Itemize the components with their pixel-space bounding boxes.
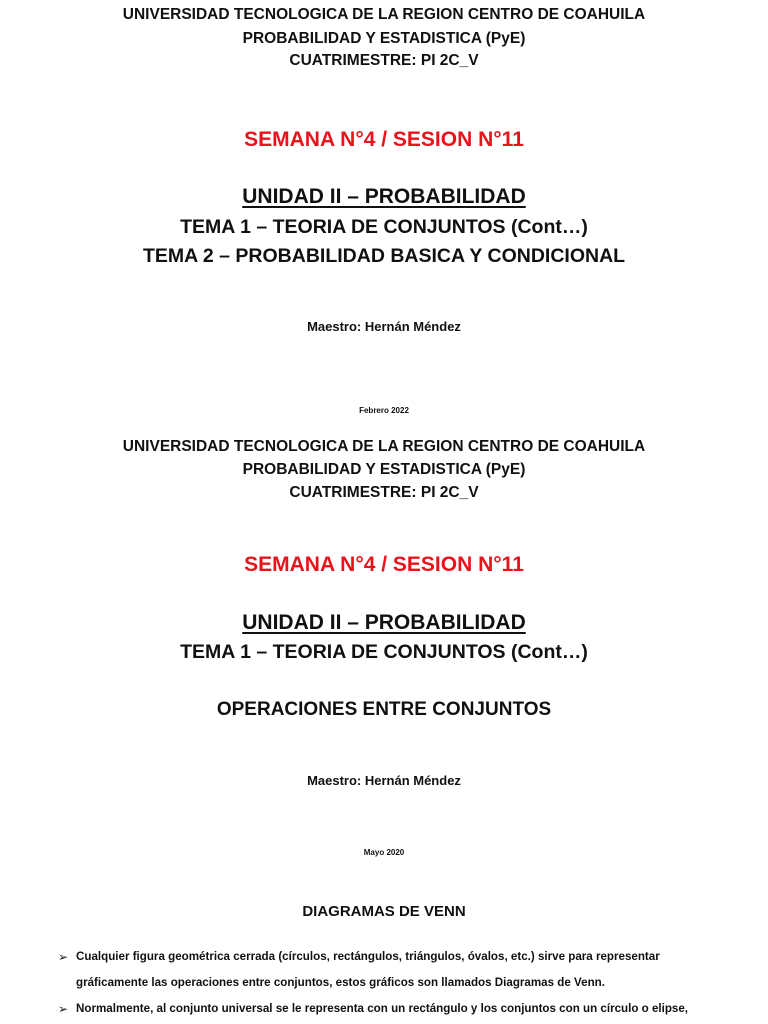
topic-1: TEMA 1 – TEORIA DE CONJUNTOS (Cont…) — [180, 641, 588, 663]
course-name: PROBABILIDAD Y ESTADISTICA (PyE) — [242, 30, 526, 47]
venn-title: DIAGRAMAS DE VENN — [302, 903, 466, 920]
teacher-name: Maestro: Hernán Méndez — [307, 773, 461, 788]
week-session-title: SEMANA N°4 / SESION N°11 — [244, 128, 524, 151]
section-title: OPERACIONES ENTRE CONJUNTOS — [216, 699, 552, 720]
bullet-line: gráficamente las operaciones entre conjuntos, estos gráficos son llamados Diagramas de Venn. — [76, 976, 605, 989]
university-name: UNIVERSIDAD TECNOLOGICA DE LA REGION CENTRO DE COAHUILA — [122, 438, 646, 455]
topic-1: TEMA 1 – TEORIA DE CONJUNTOS (Cont…) — [180, 216, 588, 238]
bullet-item — [58, 996, 748, 1022]
bullet-line: Cualquier figura geométrica cerrada (círculos, rectángulos, triángulos, óvalos, etc.) sirve para representar — [76, 950, 660, 963]
bullet-line: Normalmente, al conjunto universal se le representa con un rectángulo y los conjuntos con un círculo o elipse, — [76, 1002, 689, 1015]
topic-2: TEMA 2 – PROBABILIDAD BASICA Y CONDICIONAL — [142, 245, 626, 267]
university-name: UNIVERSIDAD TECNOLOGICA DE LA REGION CENTRO DE COAHUILA — [122, 6, 646, 23]
arrow-bullet-icon: ➢ — [58, 1002, 69, 1016]
term-label: CUATRIMESTRE: PI 2C_V — [289, 52, 479, 69]
unit-title: UNIDAD II – PROBABILIDAD — [242, 185, 526, 208]
teacher-name: Maestro: Hernán Méndez — [307, 319, 461, 334]
slide-date: Mayo 2020 — [363, 848, 405, 857]
unit-title: UNIDAD II – PROBABILIDAD — [242, 611, 526, 634]
slide-date: Febrero 2022 — [359, 406, 409, 415]
bullet-item — [58, 944, 748, 996]
bullet-list — [58, 944, 748, 1022]
week-session-title: SEMANA N°4 / SESION N°11 — [244, 553, 524, 576]
arrow-bullet-icon: ➢ — [58, 950, 69, 964]
course-name: PROBABILIDAD Y ESTADISTICA (PyE) — [242, 461, 526, 478]
term-label: CUATRIMESTRE: PI 2C_V — [289, 484, 479, 501]
